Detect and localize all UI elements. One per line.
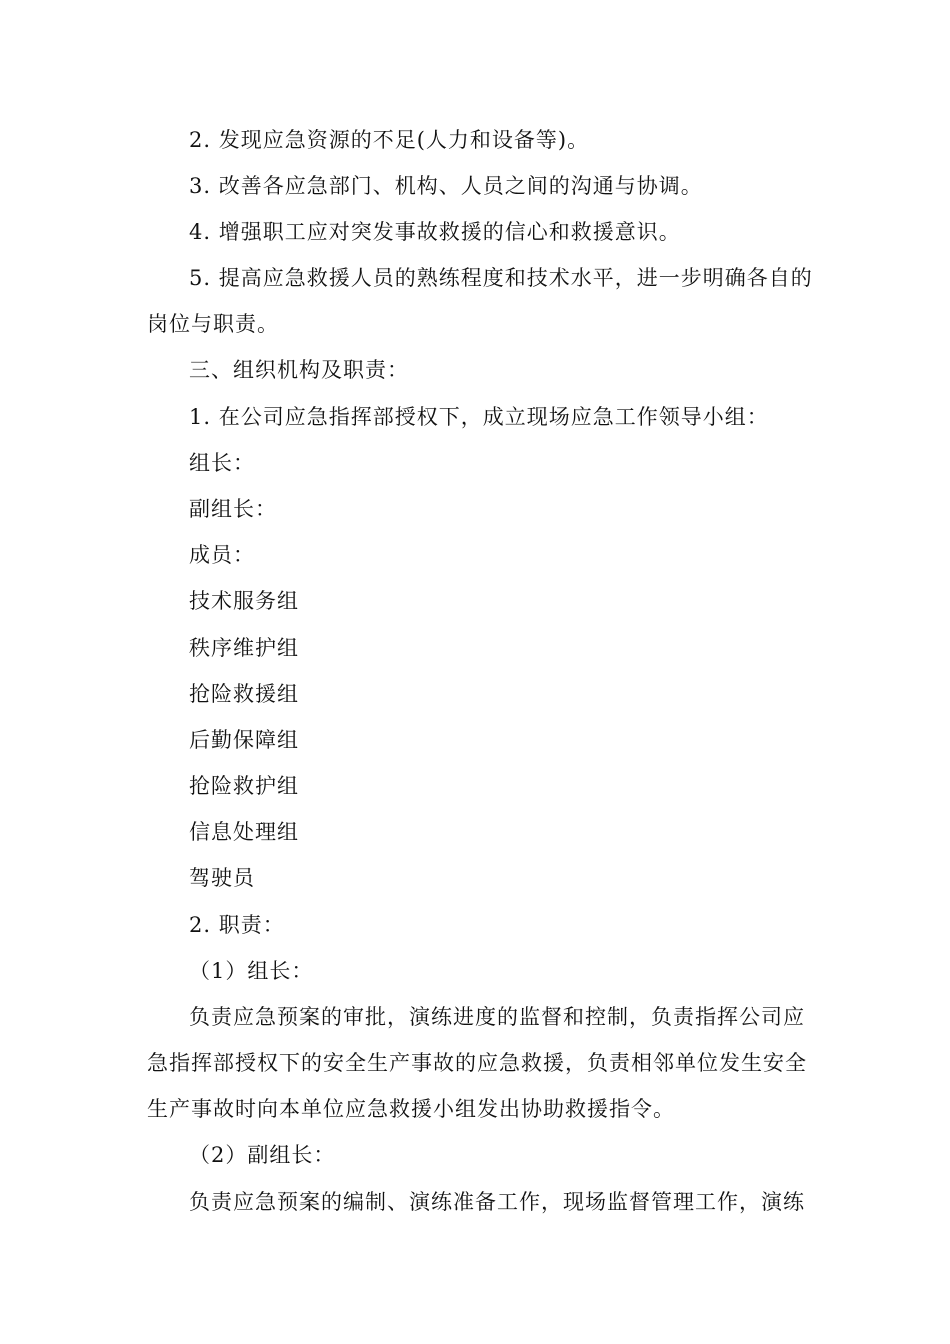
item-5-continuation: 岗位与职责。 bbox=[147, 312, 279, 336]
duty-leader-text-1: 负责应急预案的审批，演练进度的监督和控制，负责指挥公司应 bbox=[189, 1005, 805, 1029]
item-4-confidence: 4. 增强职工应对突发事故救援的信心和救援意识。 bbox=[189, 220, 681, 244]
duty-leader-text-2: 急指挥部授权下的安全生产事故的应急救援，负责相邻单位发生安全 bbox=[147, 1051, 807, 1075]
role-leader: 组长： bbox=[189, 451, 255, 475]
group-order-maintenance: 秩序维护组 bbox=[189, 636, 299, 660]
duty-deputy-heading: （2）副组长： bbox=[189, 1143, 336, 1167]
group-technical-service: 技术服务组 bbox=[189, 589, 299, 613]
org-item-1: 1. 在公司应急指挥部授权下，成立现场应急工作领导小组： bbox=[189, 405, 769, 429]
group-rescue: 抢险救援组 bbox=[189, 682, 299, 706]
section-heading-organization: 三、组织机构及职责： bbox=[189, 358, 409, 382]
group-first-aid: 抢险救护组 bbox=[189, 774, 299, 798]
item-5-proficiency: 5. 提高应急救援人员的熟练程度和技术水平，进一步明确各自的 bbox=[189, 266, 813, 290]
group-information: 信息处理组 bbox=[189, 820, 299, 844]
item-2-resources: 2. 发现应急资源的不足(人力和设备等)。 bbox=[189, 128, 590, 152]
role-members: 成员： bbox=[189, 543, 255, 567]
duty-leader-text-3: 生产事故时向本单位应急救援小组发出协助救援指令。 bbox=[147, 1097, 675, 1121]
duties-heading: 2. 职责： bbox=[189, 913, 285, 937]
duty-leader-heading: （1）组长： bbox=[189, 959, 314, 983]
group-logistics: 后勤保障组 bbox=[189, 728, 299, 752]
role-driver: 驾驶员 bbox=[189, 866, 255, 890]
item-3-communication: 3. 改善各应急部门、机构、人员之间的沟通与协调。 bbox=[189, 174, 703, 198]
duty-deputy-text-1: 负责应急预案的编制、演练准备工作，现场监督管理工作，演练 bbox=[189, 1190, 805, 1214]
role-deputy-leader: 副组长： bbox=[189, 497, 277, 521]
